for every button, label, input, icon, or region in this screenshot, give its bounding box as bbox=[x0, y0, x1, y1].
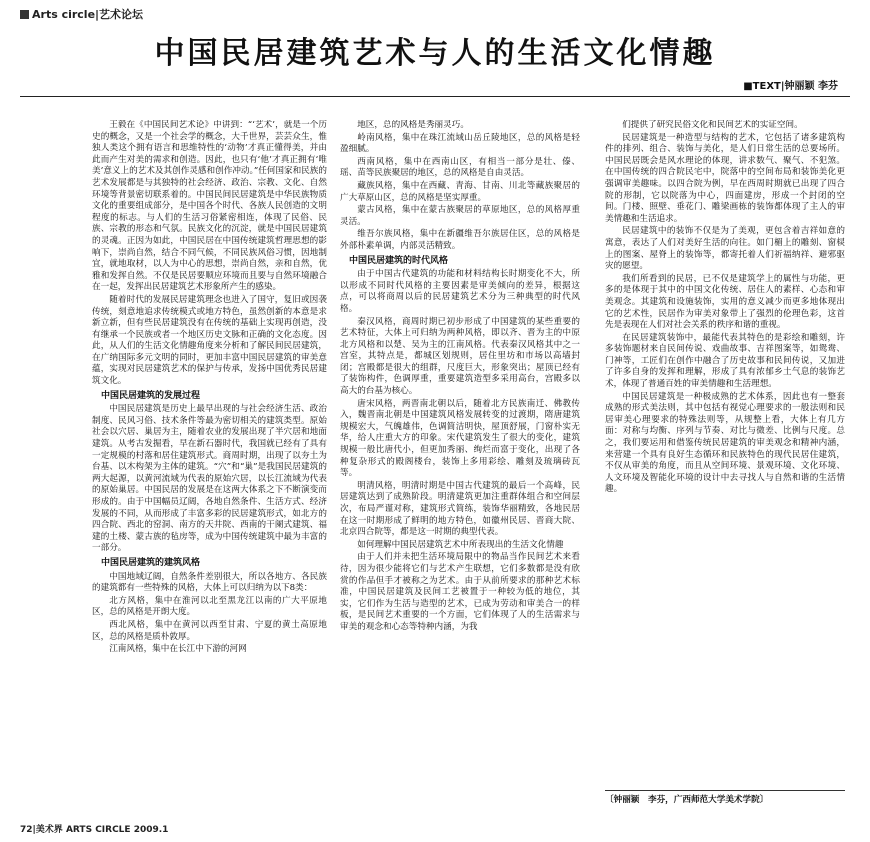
text-column-1 bbox=[92, 120, 327, 780]
byline: ■TEXT|钟丽颖 李芬 bbox=[743, 81, 838, 92]
paragraph: 中国民居建筑是一种极成熟的艺术体系，因此也有一整套成熟的形式美法则，其中包括有视觉心理要求的一般法则和民居审美心理要求的特殊法则等，从规整上看，大体上有几方面：对称与均衡、序列与节奏、对比与微差、比例与尺度。总之，我们要运用和借鉴传统民居建筑的审美观念和精神内涵，来营建一个具有良好生态循环和民族特色的现代民居住建筑，不仅从审美的角度，而且从空间环境、景观环境、文化环境、人文环境及智能化环境的设计中去寻找人与自然和谐的生活情趣。 bbox=[605, 391, 845, 495]
paragraph: 在民居建筑装饰中，最能代表其特色的是彩绘和雕刻，许多装饰题材来自民间传说、戏曲故事、吉祥图案等，如鸳鸯、门神等，工匠们在创作中融合了历史故事和民间传说，又加进了许多自身的发挥和理解，形成了具有浓郁乡土气息的装饰艺术，体现了普通百姓的审美情趣和生活理想。 bbox=[605, 332, 845, 390]
paragraph: 秦汉风格，商周时期已初步形成了中国建筑的某些重要的艺术特征，大体上可归纳为两种风格，即以齐、晋为主的中原北方风格和以楚、吴为主的江南风格。代表秦汉风格其中之一宫室，其特点是，都城区划规则，居住里坊和市场以高墙封闭；宫殿都是很大的组群，尺度巨大，形象突出；屋顶已经有了装饰构件，色调厚重，重要建筑造型多采用高台，宫殿多以高大的台基为核心。 bbox=[340, 316, 580, 397]
paragraph: 蒙古风格，集中在蒙古族聚居的草原地区，总的风格厚重灵活。 bbox=[340, 205, 580, 227]
paragraph: 民居建筑中的装饰不仅是为了美观，更包含着吉祥如意的寓意，表达了人们对美好生活的向往。如门楣上的雕刻、窗棂上的图案、屋脊上的装饰等，都寄托着人们祈福纳祥、避邪驱灾的愿望。 bbox=[605, 226, 845, 272]
paragraph: 地区，总的风格是秀丽灵巧。 bbox=[357, 120, 469, 130]
paragraph: 唐宋风格，两晋南北朝以后，随着北方民族南迁、佛教传入，魏晋南北朝是中国建筑风格发展转变的过渡期，隋唐建筑规模宏大，气魄雄伟，色调简洁明快，屋顶舒展，门窗朴实无华，给人庄重大方的印象。宋代建筑发生了很大的变化，建筑规模一般比唐代小，但更加秀丽、绚烂而富于变化，出现了各种复杂形式的殿阁楼台，装饰上多用彩绘、雕刻及琉璃砖瓦等。 bbox=[340, 398, 580, 479]
text-column-2 bbox=[340, 120, 580, 780]
paragraph: 王毅在《中国民间艺术论》中讲到：“‘艺术’，就是一个历史的概念，又是一个社会学的概念，大千世界，芸芸众生，惟独人类这个拥有语言和思维特性的‘动物’才真正懂得美，并由此而产生对美的需求和创造。因此，也只有‘他’才真正拥有‘唯美’意义上的艺术及其创作灵感和创作冲动。”任何国家和民族的艺术发展都是与其独特的社会经济、政治、宗教、文化、自然环境等背景密切联系着的。中国民间民居建筑是中华民族物质文化的重要组成部分，是中国各个时代、各族人民创造的文明程度的标志。与人们的生活习俗紧密相连，体现了民俗、民族、宗教的形态和气氛。民族文化的沉淀，就是中国民居建筑的灵魂。正因为如此，中国民居在中国传统建筑哲理思想的影响下，崇尚自然，结合不同气候，不同民族风俗习惯，因地制宜，就地取材，以人为中心的思想，崇尚自然，亲和自然，优雅和发挥自然。不仅是民居要顺应环境而且要与自然环境融合在一起，发挥出民居建筑艺术形象所产生的感染。 bbox=[92, 120, 327, 293]
paragraph: 中国地域辽阔，自然条件差别很大，所以各地方、各民族的建筑都有一些特殊的风格，大体上可以归纳为以下8类： bbox=[92, 571, 327, 594]
paragraph: 由于人们并未把生活环境局限中的物品当作民间艺术来看待，因为很少能将它们与艺术产生联想，它们多数都是没有欣赏的作品但手才被称之为艺术。由于从前所要求的那种艺术标准，中国民居建筑及民间工艺被置于一种较为低的地位，其实，它们作为生活与造型的艺术，已成为劳动和审美合一的样板，是民间艺术重要的一个方面，它们体现了人的生活需求与审美的观念和心态等特种内涵，为我 bbox=[340, 552, 580, 632]
paragraph: 北方风格，集中在淮河以北至黑龙江以南的广大平原地区，总的风格是开朗大度。 bbox=[92, 595, 327, 618]
text-column-3 bbox=[605, 120, 845, 780]
paragraph: 岭南风格，集中在珠江流域山岳丘陵地区，总的风格是轻盈细腻。 bbox=[340, 132, 580, 155]
paragraph: 藏族风格，集中在西藏、青海、甘南、川北等藏族聚居的广大草原山区，总的风格是坚实厚重。 bbox=[340, 180, 580, 203]
paragraph: 如何理解中国民居建筑艺术中所表现出的生活文化情趣 bbox=[357, 539, 564, 550]
paragraph: 明清风格，明清时期是中国古代建筑的最后一个高峰，民居建筑达到了成熟阶段。明清建筑更加注重群体组合和空间层次，布局严谨对称，建筑形式简练，装饰华丽精致，各地民居在这一时期形成了鲜明的地方特色，如徽州民居、晋商大院、北京四合院等，都是这一时期的典型代表。 bbox=[340, 480, 580, 538]
section-heading: 中国民居建筑的时代风格 bbox=[349, 255, 449, 266]
paragraph: 随着时代的发展民居建筑理念也进入了国守，复旧或因袭传统，刻意地追求传统模式或地方特色，虽然创新的本意是求新立新，但有些民居建筑没有在传统的基础上实现再创造，没有继承一个民族或者一个地区历史文脉和正确的文化态度。因此，从人们的生活文化情趣角度来分析和了解民间民居建筑，在广纳国际多元文明的同时，更加丰富中国民居建筑的审美意蕴，实现对民居建筑艺术的保护与传承，发扬中国优秀民居建筑文化。 bbox=[92, 294, 327, 387]
paragraph: 民居建筑是一种造型与结构的艺术，它包括了诸多建筑构件的排列、组合、装饰与美化，是人们日常生活的总要场所。中国民居既会是风水理论的体现，讲求数气、聚气、不犯煞。在中国传统的四合院民宅中，院落中的空间布局和装饰美化更强调审美趣味。以四合院为例，早在西周时期就已出现了四合院的形制，它以院落为中心，四面建房，形成一个封闭的空间。门楼、照壁、垂花门、雕梁画栋的装饰都体现了主人的审美情趣和生活追求。 bbox=[605, 132, 845, 224]
article-title: 中国民居建筑艺术与人的生活文化情趣 bbox=[154, 36, 716, 71]
section-header bbox=[20, 6, 143, 22]
paragraph: 们提供了研究民俗文化和民间艺术的实证空间。 bbox=[622, 120, 803, 130]
paragraph: 维吾尔族风格，集中在新疆维吾尔族居住区，总的风格是外部朴素单调，内部灵活精致。 bbox=[340, 229, 580, 251]
paragraph: 我们所看到的民居，已不仅是建筑学上的属性与功能，更多的是体现于其中的中国文化传统、居住人的素样、心态和审美观念。其建筑和设施装饰，实用的意义减少而更多地体现出它的艺术性，民居作为审美对象带上了强烈的伦理色彩，这首先是表现在人们对社会关系的秩序和谐的重视。 bbox=[605, 273, 845, 331]
paragraph: 江南风格，集中在长江中下游的河网 bbox=[109, 644, 247, 655]
page-footer: 72|美术界 ARTS CIRCLE 2009.1 bbox=[20, 825, 169, 835]
header-square-icon bbox=[20, 10, 29, 19]
section-heading: 中国民居建筑的发展过程 bbox=[101, 390, 201, 401]
author-affiliation: 〔钟丽颖 李芬，广西师范大学美术学院〕 bbox=[605, 790, 845, 805]
header-divider bbox=[20, 96, 850, 97]
section-heading: 中国民居建筑的建筑风格 bbox=[101, 557, 201, 568]
paragraph: 由于中国古代建筑的功能和材料结构长时期变化不大，所以形成不同时代风格的主要因素是审美倾向的差异，根据这点，可以将商周以后的民居建筑艺术分为三种典型的时代风格。 bbox=[340, 269, 580, 314]
paragraph: 西北风格，集中在黄河以西至甘肃、宁夏的黄土高原地区，总的风格是质朴敦厚。 bbox=[92, 619, 327, 642]
paragraph: 西南风格，集中在西南山区，有相当一部分是壮、傣、瑶、苗等民族聚居的地区，总的风格是自由灵活。 bbox=[340, 156, 580, 179]
header-label: Arts circle|艺术论坛 bbox=[32, 8, 144, 21]
paragraph: 中国民居建筑是历史上最早出现的与社会经济生活、政治制度、民风习俗、技术条件等最为密切相关的建筑类型。原始社会以穴居、巢居为主，随着农业的发展出现了半穴居和地面建筑。从考古发掘看，早在新石器时代，我国就已经有了具有一定规模的村落和居住建筑形式。商周时期，出现了以夯土为台基、以木构架为主体的建筑。“穴”和“巢”是我国民居建筑的两大起源，以黄河流域为代表的原始穴居，以长江流域为代表的原始巢居。中国民居的发展是在这两大体系之下不断演变而形成的。由于中国幅员辽阔，各地自然条件、生活方式、经济发展的不同，从而形成了丰富多彩的民居建筑形式，如北方的四合院、西北的窑洞、南方的天井院、西南的干阑式建筑、福建的土楼、蒙古族的毡房等，成为中国传统建筑中最为丰富的一部分。 bbox=[92, 404, 327, 554]
